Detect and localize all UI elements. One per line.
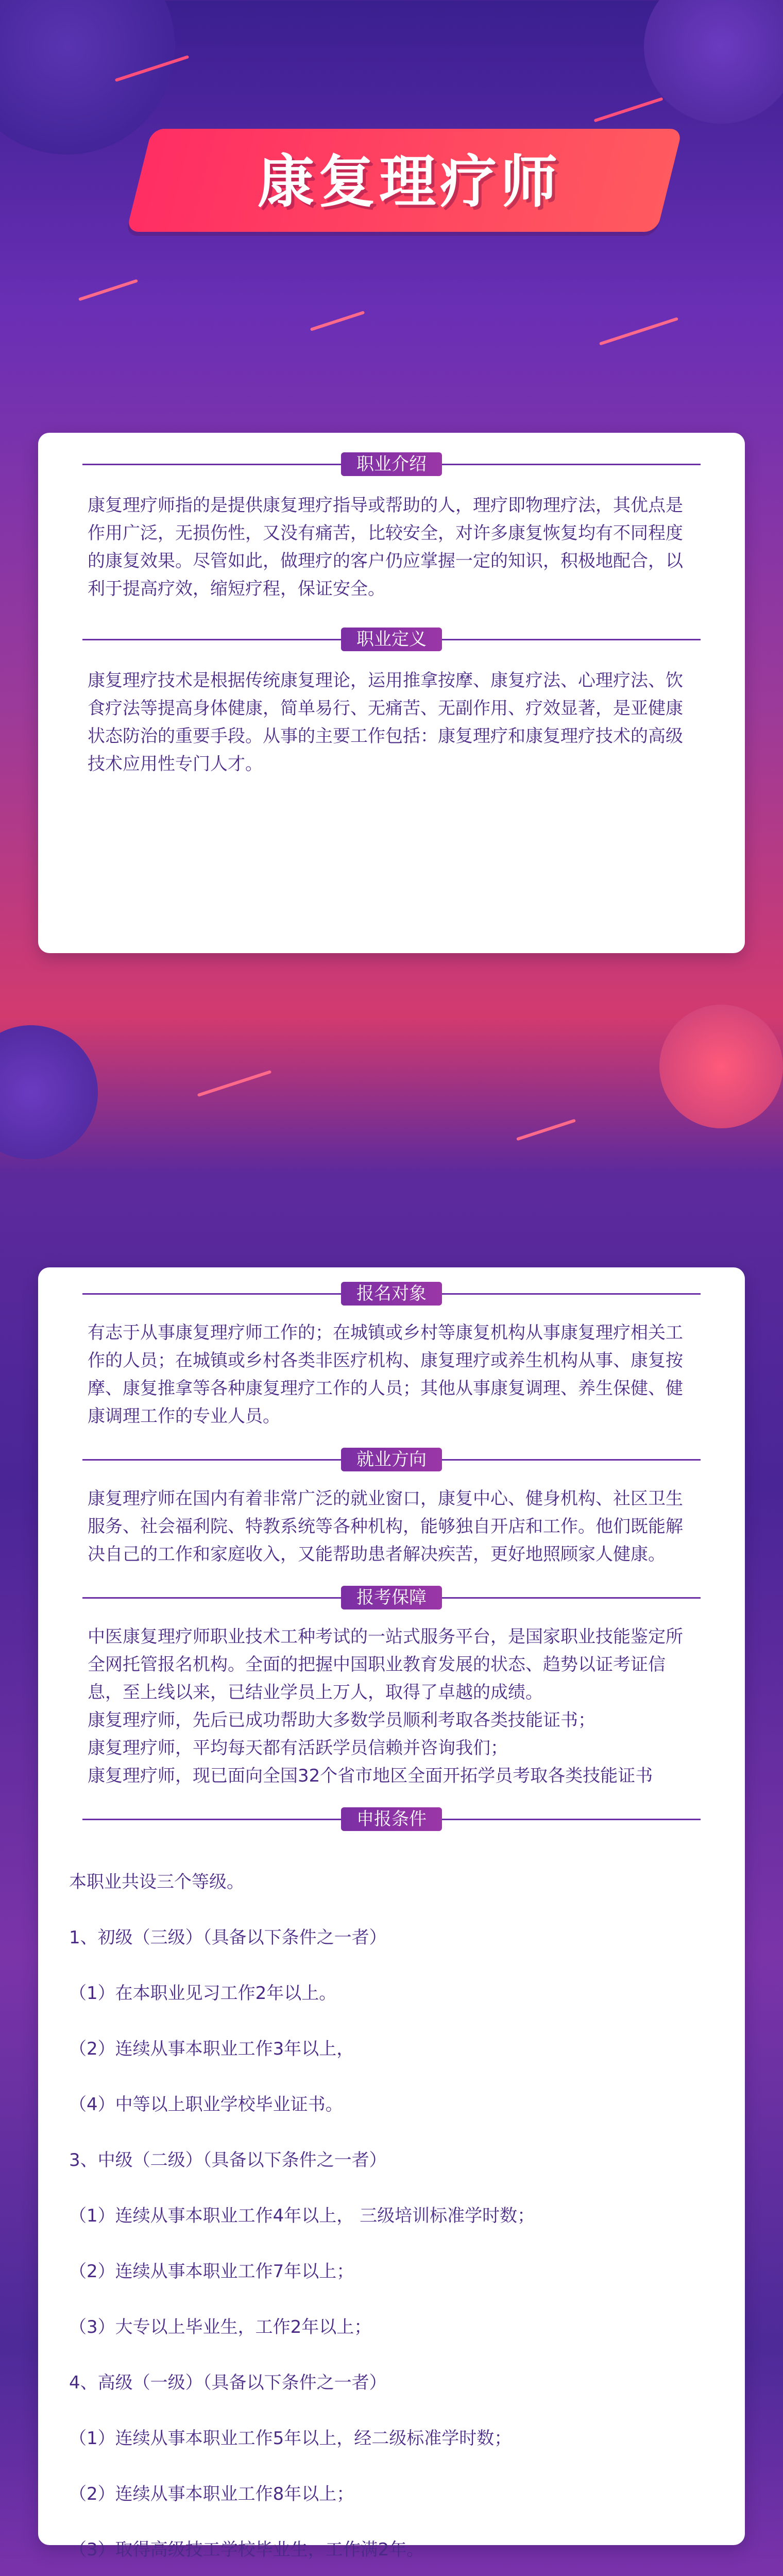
target-text: 有志于从事康复理疗师工作的；在城镇或乡村等康复机构从事康复理疗相关工作的人员；在城镇或乡村各类非医疗机构、康复理疗或养生机构从事、康复按摩、康复推拿等各种康复理疗工作的人员；其他从事康复调理、养生保健、健康调理工作的专业人员。 [88, 1323, 683, 1427]
conditions-line: （3）取得高级技工学校毕业生，工作满2年。 [69, 2539, 424, 2560]
conditions-line: （1）在本职业见习工作2年以上。 [69, 1983, 337, 2004]
deco-streak [599, 317, 678, 345]
conditions-line: （2）连续从事本职业工作3年以上， [69, 2039, 354, 2059]
deco-streak [593, 97, 663, 123]
section-header-target [38, 1278, 745, 1310]
conditions-line: 4、高级（一级）（具备以下条件之一者） [69, 2372, 387, 2393]
conditions-line: （3）大专以上毕业生，工作2年以上； [69, 2317, 372, 2337]
header-section [0, 0, 783, 969]
section-header-employment [38, 1444, 745, 1476]
conditions-line: 3、中级（二级）（具备以下条件之一者） [69, 2150, 387, 2171]
section-tag-intro: 职业介绍 [341, 452, 442, 476]
conditions-line: （2）连续从事本职业工作8年以上； [69, 2484, 354, 2504]
conditions-line: （1）连续从事本职业工作5年以上，经二级标准学时数； [69, 2428, 512, 2449]
conditions-line: （4）中等以上职业学校毕业证书。 [69, 2094, 343, 2115]
section-tag-employment: 就业方向 [341, 1448, 442, 1471]
section-tag-guarantee: 报考保障 [341, 1586, 442, 1609]
conditions-list [38, 1840, 745, 2576]
section-header-intro [38, 448, 745, 480]
section-header-guarantee [38, 1582, 745, 1614]
conditions-line: （1）连续从事本职业工作4年以上， 三级培训标准学时数； [69, 2206, 535, 2226]
deco-streak [516, 1119, 576, 1141]
definition-text: 康复理疗技术是根据传统康复理论，运用推拿按摩、康复疗法、心理疗法、饮食疗法等提高身体健康，简单易行、无痛苦、无副作用、疗效显著，是亚健康状态防治的重要手段。从事的主要工作包括：康复理疗和康复理疗技术的高级技术应用性专门人才。 [88, 670, 683, 774]
deco-streak [310, 311, 365, 331]
deco-circle [659, 1005, 783, 1128]
deco-circle [0, 0, 175, 155]
page-title: 康复理疗师 [258, 149, 561, 215]
intro-text: 康复理疗师指的是提供康复理疗指导或帮助的人，理疗即物理疗法，其优点是作用广泛，无损伤性，又没有痛苦，比较安全，对许多康复恢复均有不同程度的康复效果。尽管如此，做理疗的客户仍应掌握一定的知识，积极地配合，以利于提高疗效，缩短疗程，保证安全。 [88, 495, 683, 599]
section-tag-definition: 职业定义 [341, 628, 442, 651]
guarantee-text: 中医康复理疗师职业技术工种考试的一站式服务平台，是国家职业技能鉴定所全网托管报名机构。全面的把握中国职业教育发展的状态、趋势以证考证信息，至上线以来，已结业学员上万人，取得了卓越的成绩。 康复理疗师，先后已成功帮助大多数学员顺利考取各类技能证书； 康复理疗师，平均每天都有活跃学员信赖并咨询我们； 康复理疗师，现已面向全国32个省市地区全面开拓学员考取各类技能证书 [88, 1626, 683, 1786]
deco-streak [78, 279, 138, 301]
deco-streak [197, 1070, 272, 1097]
section-tag-target: 报名对象 [341, 1282, 442, 1306]
deco-circle [0, 1025, 98, 1159]
section-tag-conditions: 申报条件 [341, 1807, 442, 1831]
conditions-line: （2）连续从事本职业工作7年以上； [69, 2261, 354, 2282]
deco-circle [644, 0, 783, 124]
section-header-definition [38, 623, 745, 655]
details-section [0, 994, 783, 2566]
conditions-line: 1、初级（三级）（具备以下条件之一者） [69, 1927, 387, 1948]
details-card [38, 1267, 745, 2560]
conditions-line: 本职业共设三个等级。 [69, 1872, 244, 1892]
section-header-conditions [38, 1803, 745, 1835]
employment-text: 康复理疗师在国内有着非常广泛的就业窗口，康复中心、健身机构、社区卫生服务、社会福利院、特教系统等各种机构，能够独自开店和工作。他们既能解决自己的工作和家庭收入，又能帮助患者解决疾苦，更好地照顾家人健康。 [88, 1488, 683, 1565]
intro-card [38, 433, 745, 953]
